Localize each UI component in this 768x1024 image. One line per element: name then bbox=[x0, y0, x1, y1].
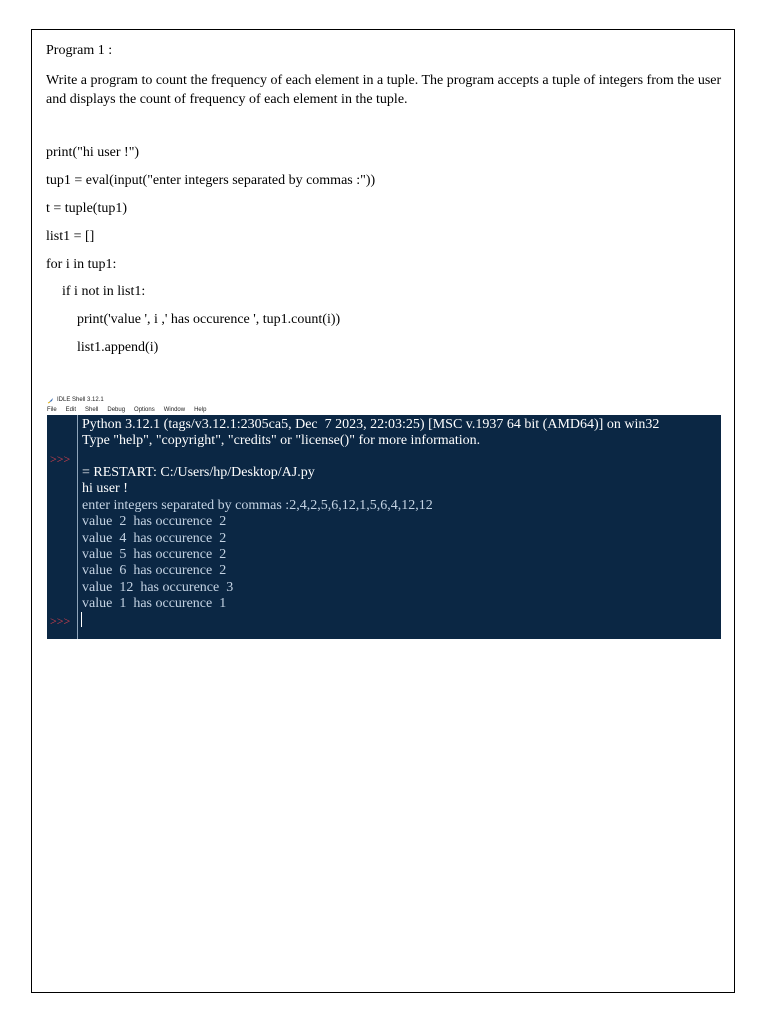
shell-line: enter integers separated by commas :2,4,2,5,6,12,1,5,6,4,12,12 bbox=[82, 498, 433, 513]
shell-output-area[interactable] bbox=[47, 415, 721, 639]
idle-shell-screenshot bbox=[47, 395, 721, 639]
menu-help[interactable]: Help bbox=[194, 407, 207, 413]
code-line: for i in tup1: bbox=[46, 257, 117, 272]
shell-prompt: >>> bbox=[50, 452, 71, 466]
code-line: print("hi user !") bbox=[46, 145, 140, 160]
shell-prompt: >>> bbox=[50, 614, 71, 628]
idle-feather-icon bbox=[47, 397, 54, 404]
menu-window[interactable]: Window bbox=[163, 407, 186, 413]
code-line: print('value ', i ,' has occurence ', tup1.count(i)) bbox=[77, 312, 341, 327]
code-line: tup1 = eval(input("enter integers separated by commas :")) bbox=[46, 173, 376, 188]
shell-line: value 6 has occurence 2 bbox=[82, 563, 227, 578]
shell-line: = RESTART: C:/Users/hp/Desktop/AJ.py bbox=[82, 465, 315, 480]
idle-window-title: IDLE Shell 3.12.1 bbox=[57, 397, 104, 403]
program-description: Write a program to count the frequency of each element in a tuple. The program accepts a tuple of integers from the user and displays the count of frequency of each element in the tuple. bbox=[46, 73, 722, 107]
code-line: t = tuple(tup1) bbox=[46, 201, 127, 216]
prompt-gutter bbox=[47, 415, 78, 639]
menu-debug[interactable]: Debug bbox=[107, 407, 126, 413]
shell-line: Type "help", "copyright", "credits" or "license()" for more information. bbox=[82, 433, 481, 448]
shell-line: Python 3.12.1 (tags/v3.12.1:2305ca5, Dec 7 2023, 22:03:25) [MSC v.1937 64 bit (AMD64)] on win32 bbox=[82, 417, 660, 432]
program-heading: Program 1 : bbox=[46, 43, 113, 58]
shell-line: value 4 has occurence 2 bbox=[82, 531, 227, 546]
menu-shell[interactable]: Shell bbox=[85, 407, 99, 413]
menu-file[interactable]: File bbox=[47, 407, 57, 413]
code-line: if i not in list1: bbox=[62, 284, 146, 299]
code-line: list1 = [] bbox=[46, 229, 95, 244]
idle-title-bar bbox=[47, 395, 104, 405]
menu-options[interactable]: Options bbox=[134, 407, 155, 413]
idle-menu-bar bbox=[47, 405, 215, 415]
text-cursor bbox=[81, 612, 82, 627]
shell-line: value 5 has occurence 2 bbox=[82, 547, 227, 562]
menu-edit[interactable]: Edit bbox=[65, 407, 77, 413]
code-line: list1.append(i) bbox=[77, 340, 159, 355]
shell-line: value 1 has occurence 1 bbox=[82, 596, 227, 611]
shell-line: hi user ! bbox=[82, 481, 128, 496]
shell-line: value 12 has occurence 3 bbox=[82, 580, 234, 595]
shell-line: value 2 has occurence 2 bbox=[82, 514, 227, 529]
